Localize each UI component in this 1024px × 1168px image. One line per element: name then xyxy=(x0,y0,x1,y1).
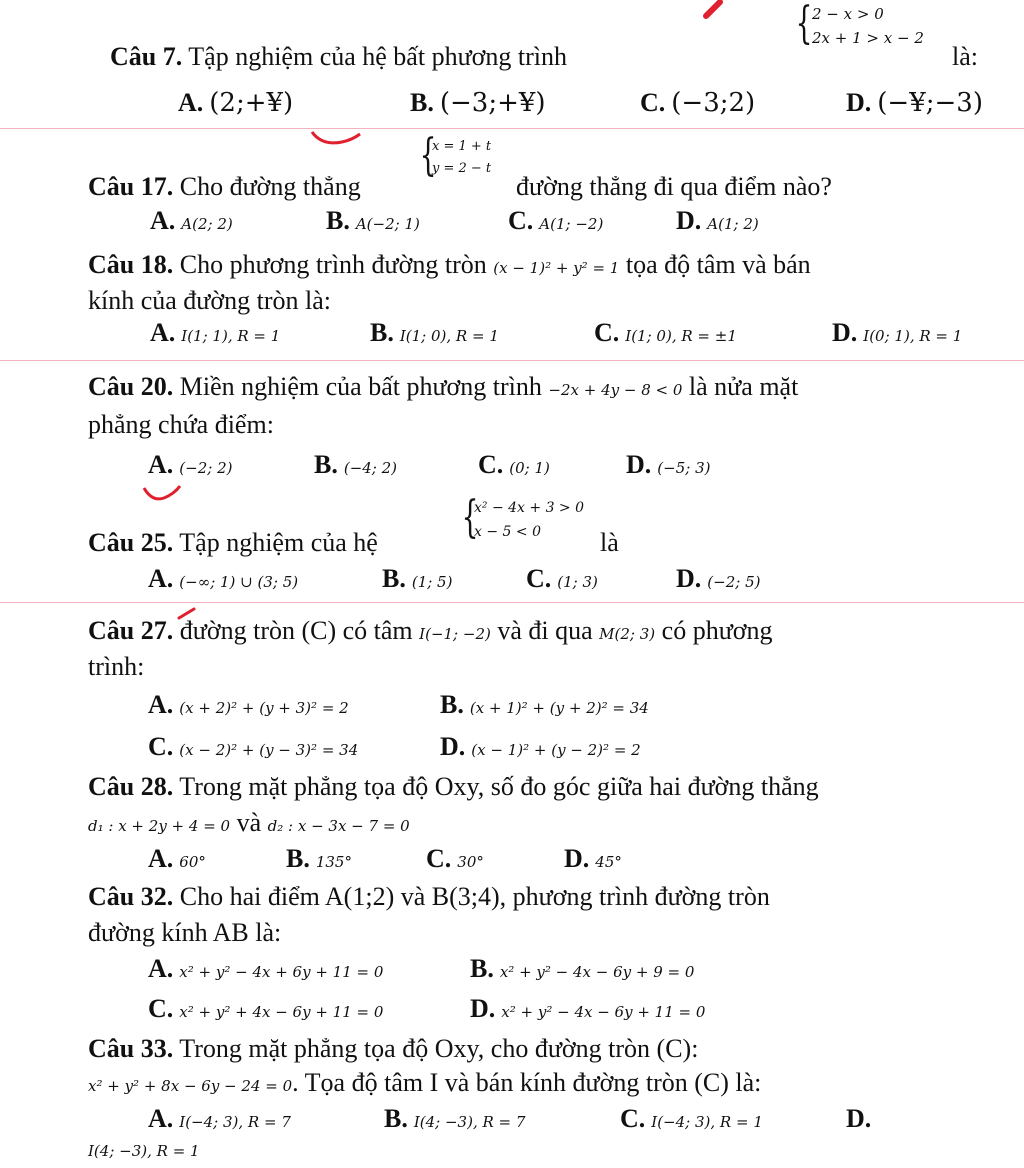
q20-tail: là nửa mặt xyxy=(688,372,799,401)
option-letter: D. xyxy=(440,732,466,761)
q7-system xyxy=(812,2,924,50)
q33-option-a[interactable] xyxy=(148,1104,291,1134)
pen-check-icon xyxy=(140,482,186,504)
q17-text: Cho đường thẳng xyxy=(179,172,361,201)
option-letter: B. xyxy=(382,564,406,593)
q7-option-b[interactable] xyxy=(410,88,546,118)
option-letter: D. xyxy=(564,844,590,873)
q7-option-d[interactable] xyxy=(846,88,983,118)
q25-option-d[interactable] xyxy=(676,564,760,594)
q20-option-b[interactable] xyxy=(314,450,397,480)
q7-sys-line2: 2x + 1 > x − 2 xyxy=(812,29,924,47)
q20-line2: phẳng chứa điểm: xyxy=(88,410,274,439)
option-text: (−3;+¥) xyxy=(439,88,546,118)
pen-mark-icon xyxy=(176,606,198,622)
q32-option-a[interactable] xyxy=(148,954,383,984)
q27-center: I(−1; −2) xyxy=(419,625,491,643)
q27-option-c[interactable] xyxy=(148,732,358,762)
q28-option-a[interactable] xyxy=(148,844,206,874)
divider-line xyxy=(0,602,1024,603)
q25-option-a[interactable] xyxy=(148,564,298,594)
q32-option-d[interactable] xyxy=(470,994,705,1024)
q28-option-c[interactable] xyxy=(426,844,484,874)
option-letter: C. xyxy=(508,206,534,235)
option-text: A(1; 2) xyxy=(707,215,759,233)
q27-label: Câu 27. xyxy=(88,616,174,645)
option-text: 30° xyxy=(457,853,484,871)
option-text: I(0; 1), R = 1 xyxy=(863,327,963,345)
option-letter: D. xyxy=(832,318,858,347)
option-letter: C. xyxy=(426,844,452,873)
q7-sys-line1: 2 − x > 0 xyxy=(812,5,884,23)
option-letter: C. xyxy=(148,994,174,1023)
q7-stem xyxy=(110,42,567,72)
q18-line2: kính của đường tròn là: xyxy=(88,286,332,315)
q18-equation: (x − 1)² + y² = 1 xyxy=(493,259,620,277)
q17-label: Câu 17. xyxy=(88,172,174,201)
option-text: (1; 3) xyxy=(557,573,598,591)
q33-option-b[interactable] xyxy=(384,1104,525,1134)
q27-text: đường tròn (C) có tâm xyxy=(179,616,413,645)
option-letter: A. xyxy=(150,318,176,347)
q32-option-b[interactable] xyxy=(470,954,694,984)
option-text: (2;+¥) xyxy=(209,88,294,118)
option-text: (−5; 3) xyxy=(657,459,711,477)
q18-option-c[interactable] xyxy=(594,318,737,348)
option-letter: C. xyxy=(526,564,552,593)
q32-label: Câu 32. xyxy=(88,882,174,911)
option-text: x² + y² − 4x − 6y + 11 = 0 xyxy=(501,1003,706,1021)
q7-option-c[interactable] xyxy=(640,88,755,118)
q18-option-a[interactable] xyxy=(150,318,280,348)
q33-line2 xyxy=(88,1068,761,1098)
option-letter: A. xyxy=(148,564,174,593)
option-text: 45° xyxy=(595,853,622,871)
option-letter: D. xyxy=(846,1104,872,1133)
divider-line xyxy=(0,128,1024,129)
option-text: (1; 5) xyxy=(411,573,453,591)
option-letter: D. xyxy=(846,88,872,117)
q27-option-a[interactable] xyxy=(148,690,349,720)
q28-d2: d₂ : x − 3x − 7 = 0 xyxy=(267,817,410,835)
option-text: I(1; 0), R = ±1 xyxy=(625,327,737,345)
option-text: (x + 1)² + (y + 2)² = 34 xyxy=(469,699,649,717)
option-text: A(1; −2) xyxy=(539,215,604,233)
q25-option-c[interactable] xyxy=(526,564,598,594)
q33-option-c[interactable] xyxy=(620,1104,763,1134)
option-letter: B. xyxy=(326,206,350,235)
q20-option-c[interactable] xyxy=(478,450,550,480)
q7-label: Câu 7. xyxy=(110,42,183,71)
option-text: x² + y² − 4x + 6y + 11 = 0 xyxy=(179,963,384,981)
option-text: A(2; 2) xyxy=(181,215,233,233)
option-letter: A. xyxy=(148,690,174,719)
option-text: x² + y² + 4x − 6y + 11 = 0 xyxy=(179,1003,384,1021)
q28-option-b[interactable] xyxy=(286,844,352,874)
q32-text: Cho hai điểm A(1;2) và B(3;4), phương trình đường tròn xyxy=(179,882,770,911)
q25-sys-line2: x − 5 < 0 xyxy=(474,524,541,540)
q25-stem xyxy=(88,528,378,558)
option-text: (0; 1) xyxy=(509,459,550,477)
option-letter: B. xyxy=(286,844,310,873)
q17-sys-line2: y = 2 − t xyxy=(432,161,492,176)
option-letter: A. xyxy=(148,954,174,983)
q17-brace: { xyxy=(419,130,437,181)
q18-option-d[interactable] xyxy=(832,318,962,348)
option-text: I(−4; 3), R = 1 xyxy=(651,1113,763,1131)
q17-sys-line1: x = 1 + t xyxy=(432,139,492,154)
option-text: (−3;2) xyxy=(671,88,756,118)
q28-d1: d₁ : x + 2y + 4 = 0 xyxy=(88,817,231,835)
option-letter: D. xyxy=(470,994,496,1023)
q27-tail: có phương xyxy=(661,616,773,645)
option-text: A(−2; 1) xyxy=(355,215,420,233)
q17-system xyxy=(432,136,491,180)
option-letter: D. xyxy=(626,450,652,479)
option-text: (−2; 2) xyxy=(179,459,233,477)
q28-text: Trong mặt phẳng tọa độ Oxy, số đo góc giữa hai đường thẳng xyxy=(179,772,819,801)
q25-tail: là xyxy=(600,528,619,557)
q25-label: Câu 25. xyxy=(88,528,174,557)
q28-line2 xyxy=(88,808,410,838)
q32-stem xyxy=(88,882,770,912)
q17-option-a[interactable] xyxy=(150,206,233,236)
q17-option-d[interactable] xyxy=(676,206,759,236)
q18-label: Câu 18. xyxy=(88,250,174,279)
q20-equation: −2x + 4y − 8 < 0 xyxy=(548,381,683,399)
q25-brace: { xyxy=(461,492,479,543)
q17-tail: đường thẳng đi qua điểm nào? xyxy=(516,172,832,201)
q18-option-b[interactable] xyxy=(370,318,499,348)
option-text: (−¥;−3) xyxy=(877,88,983,118)
option-text: (x + 2)² + (y + 3)² = 2 xyxy=(179,699,349,717)
option-letter: A. xyxy=(150,206,176,235)
option-letter: C. xyxy=(620,1104,646,1133)
option-text: I(1; 0), R = 1 xyxy=(399,327,499,345)
option-letter: B. xyxy=(370,318,394,347)
q7-option-a[interactable] xyxy=(178,88,293,118)
divider-line xyxy=(0,360,1024,361)
option-text: (x − 2)² + (y − 3)² = 34 xyxy=(179,741,359,759)
option-text: I(4; −3), R = 7 xyxy=(413,1113,526,1131)
option-letter: B. xyxy=(470,954,494,983)
q33-stem xyxy=(88,1034,698,1064)
q25-option-b[interactable] xyxy=(382,564,452,594)
option-text: x² + y² − 4x − 6y + 9 = 0 xyxy=(499,963,695,981)
q33-option-d-text[interactable]: I(4; −3), R = 1 xyxy=(88,1142,200,1160)
q20-label: Câu 20. xyxy=(88,372,174,401)
q7-brace: { xyxy=(795,0,813,49)
option-text: 135° xyxy=(315,853,352,871)
option-letter: B. xyxy=(384,1104,408,1133)
q18-stem xyxy=(88,250,811,280)
q28-and: và xyxy=(236,808,262,837)
option-text: I(−4; 3), R = 7 xyxy=(179,1113,291,1131)
option-letter: D. xyxy=(676,206,702,235)
q32-line2: đường kính AB là: xyxy=(88,918,282,947)
q20-option-a[interactable] xyxy=(148,450,232,480)
option-letter: C. xyxy=(478,450,504,479)
q7-text: Tập nghiệm của hệ bất phương trình xyxy=(188,42,568,71)
pen-check-icon xyxy=(308,128,368,154)
option-letter: B. xyxy=(314,450,338,479)
q20-stem xyxy=(88,372,798,402)
q18-text: Cho phương trình đường tròn xyxy=(179,250,487,279)
q33-option-d[interactable] xyxy=(846,1104,877,1134)
q33-label: Câu 33. xyxy=(88,1034,174,1063)
option-letter: A. xyxy=(148,450,174,479)
option-letter: B. xyxy=(410,88,434,117)
q27-point: M(2; 3) xyxy=(599,625,656,643)
option-letter: C. xyxy=(148,732,174,761)
q27-option-b[interactable] xyxy=(440,690,649,720)
q27-line2: trình: xyxy=(88,652,145,681)
option-text: (−∞; 1) ∪ (3; 5) xyxy=(179,573,299,591)
q20-option-d[interactable] xyxy=(626,450,710,480)
option-text: 60° xyxy=(179,853,206,871)
q28-stem xyxy=(88,772,819,802)
q27-option-d[interactable] xyxy=(440,732,641,762)
q28-option-d[interactable] xyxy=(564,844,622,874)
q32-option-c[interactable] xyxy=(148,994,383,1024)
q18-tail: tọa độ tâm và bán xyxy=(625,250,811,279)
option-letter: C. xyxy=(594,318,620,347)
q33-line2-text: . Tọa độ tâm I và bán kính đường tròn (C) là: xyxy=(292,1068,762,1097)
q17-stem xyxy=(88,172,361,202)
option-letter: A. xyxy=(178,88,204,117)
q20-text: Miền nghiệm của bất phương trình xyxy=(179,372,542,401)
option-text: (−4; 2) xyxy=(343,459,398,477)
q25-sys-line1: x² − 4x + 3 > 0 xyxy=(474,500,585,516)
q17-option-c[interactable] xyxy=(508,206,603,236)
option-letter: A. xyxy=(148,1104,174,1133)
q28-label: Câu 28. xyxy=(88,772,174,801)
q33-equation: x² + y² + 8x − 6y − 24 = 0 xyxy=(88,1077,293,1095)
q27-mid: và đi qua xyxy=(497,616,593,645)
q25-text: Tập nghiệm của hệ xyxy=(179,528,378,557)
q17-option-b[interactable] xyxy=(326,206,420,236)
option-letter: D. xyxy=(676,564,702,593)
option-text: (−2; 5) xyxy=(707,573,761,591)
option-text: (x − 1)² + (y − 2)² = 2 xyxy=(471,741,641,759)
q7-tail: là: xyxy=(952,42,978,71)
q33-text: Trong mặt phẳng tọa độ Oxy, cho đường tròn (C): xyxy=(179,1034,699,1063)
option-text: I(1; 1), R = 1 xyxy=(181,327,281,345)
pen-mark-icon xyxy=(700,0,730,20)
option-letter: C. xyxy=(640,88,666,117)
option-letter: B. xyxy=(440,690,464,719)
q25-system xyxy=(474,496,584,544)
option-letter: A. xyxy=(148,844,174,873)
